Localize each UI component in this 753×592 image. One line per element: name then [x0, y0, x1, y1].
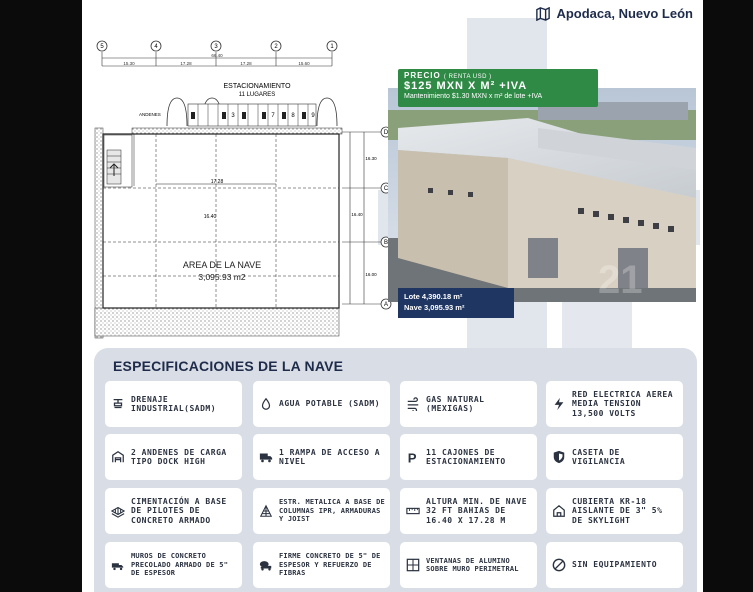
spec-text: DRENAJE INDUSTRIAL(SADM) — [131, 394, 217, 413]
grid-label: 5 — [100, 44, 104, 50]
spec-text: VENTANAS DE ALUMINO SOBRE MURO PERIMETRAL — [426, 556, 519, 573]
spec-card — [546, 488, 683, 534]
grid-label: A — [383, 302, 389, 308]
spec-text: ALTURA MIN. DE NAVE 32 FT BAHIAS DE 16.40 X 17.28 M — [426, 496, 528, 525]
dim-inner-v: 16.40 — [203, 214, 217, 220]
dock-icon — [110, 449, 126, 465]
price-label: PRECIO — [404, 71, 441, 80]
grid-label: B — [383, 240, 389, 246]
ruler-icon — [405, 503, 421, 519]
spec-card — [400, 434, 537, 480]
spec-card — [546, 381, 683, 427]
location-text: Apodaca, Nuevo León — [556, 6, 693, 21]
gas-icon — [405, 396, 421, 412]
spec-text: 2 ANDENES DE CARGA TIPO DOCK HIGH — [131, 447, 227, 466]
dim-top: 17.28 — [180, 61, 192, 66]
spec-text: 1 RAMPA DE ACCESO A NIVEL — [279, 447, 381, 466]
grid-label: C — [383, 186, 389, 192]
parking-number: 3 — [231, 113, 235, 119]
dim-right: 16.30 — [365, 156, 377, 161]
spec-card — [253, 542, 390, 588]
water-drop-icon — [258, 396, 274, 412]
spec-card — [105, 381, 242, 427]
andenes-label: ANDENES — [139, 112, 161, 117]
warehouse-photo — [388, 88, 696, 302]
spec-card — [253, 434, 390, 480]
dim-top: 15.60 — [298, 61, 310, 66]
spec-text: MUROS DE CONCRETO PRECOLADO ARMADO DE 5" DE ESPESOR — [131, 552, 229, 578]
price-label-sub: ( RENTA USD ) — [443, 74, 492, 80]
area-title: AREA DE LA NAVE — [182, 260, 262, 270]
parking-number: 7 — [271, 113, 275, 119]
spec-text: CASETA DE VIGILANCIA — [572, 447, 626, 466]
shield-icon — [551, 449, 567, 465]
spec-card — [546, 434, 683, 480]
spec-card — [253, 488, 390, 534]
parking-icon — [405, 449, 421, 465]
spec-card — [105, 542, 242, 588]
lot-box — [398, 288, 514, 318]
specs-panel — [94, 348, 697, 592]
lot-size: Lote 4,390.18 m² — [404, 292, 463, 301]
dim-top: 15.30 — [123, 61, 135, 66]
right-margin — [703, 0, 753, 592]
area-value: 3,095.93 m2 — [198, 272, 246, 282]
grid-label: 2 — [274, 44, 278, 50]
grid-label: D — [383, 130, 389, 136]
structure-icon — [258, 503, 274, 519]
spec-text: CUBIERTA KR-18 AISLANTE DE 3" 5% DE SKYLIGHT — [572, 496, 663, 525]
spec-text: ESTR. METALICA A BASE DE COLUMNAS IPR, ARMADURAS Y JOIST — [279, 498, 385, 524]
spec-text: GAS NATURAL (MEXIGAS) — [426, 394, 485, 413]
spec-card — [400, 488, 537, 534]
spec-text: SIN EQUIPAMIENTO — [572, 560, 658, 570]
brochure-page — [82, 0, 703, 592]
spec-text: RED ELECTRICA AEREA MEDIA TENSION 13,500 VOLTS — [572, 389, 674, 418]
grid-label: 1 — [330, 44, 334, 50]
dim-right: 16.40 — [351, 212, 363, 217]
spec-card — [400, 542, 537, 588]
dim-inner-h: 17.28 — [210, 179, 224, 185]
dim-top: 17.28 — [240, 61, 252, 66]
mixer-icon — [258, 557, 274, 573]
electric-icon — [551, 396, 567, 412]
spec-card — [546, 542, 683, 588]
spec-text: FIRME CONCRETO DE 5" DE ESPESOR Y REFUERZO DE FIBRAS — [279, 552, 381, 578]
grid-bubbles-top — [97, 41, 337, 51]
grid-label: 4 — [154, 44, 158, 50]
no-equipment-icon — [551, 557, 567, 573]
price-note: Mantenimiento $1.30 MXN x m² de lote +IVA — [404, 93, 543, 100]
drain-icon — [110, 396, 126, 412]
parking-number: 9 — [311, 113, 315, 119]
window-icon — [405, 557, 421, 573]
truck-icon — [258, 449, 274, 465]
spec-card — [253, 381, 390, 427]
map-icon — [536, 7, 550, 21]
parking-count: 11 LUGARES — [238, 92, 276, 98]
parking-number: 8 — [291, 113, 295, 119]
left-margin — [0, 0, 82, 592]
concrete-truck-icon — [110, 557, 126, 573]
grid-label: 3 — [214, 44, 218, 50]
spec-card — [400, 381, 537, 427]
price-box — [398, 69, 598, 107]
parking-area — [139, 83, 337, 126]
dim-right: 16.00 — [365, 272, 377, 277]
parking-title: ESTACIONAMIENTO — [223, 83, 291, 90]
floor-plan — [92, 36, 392, 341]
spec-text: 11 CAJONES DE ESTACIONAMIENTO — [426, 447, 506, 466]
roof-icon — [551, 503, 567, 519]
foundation-icon — [110, 503, 126, 519]
svg-text:P: P — [407, 450, 417, 464]
svg-text:21: 21 — [598, 258, 643, 302]
spec-card — [105, 434, 242, 480]
location — [536, 6, 693, 21]
price-main: $125 MXN X M² +IVA — [404, 80, 528, 92]
specs-title: ESPECIFICACIONES DE LA NAVE — [113, 358, 344, 374]
spec-text: AGUA POTABLE (SADM) — [279, 399, 381, 409]
spec-card — [105, 488, 242, 534]
dim-total: 66.40 — [211, 53, 223, 58]
nave-size: Nave 3,095.93 m² — [404, 303, 465, 312]
spec-text: CIMENTACIÓN A BASE DE PILOTES DE CONCRETO ARMADO — [131, 496, 227, 525]
